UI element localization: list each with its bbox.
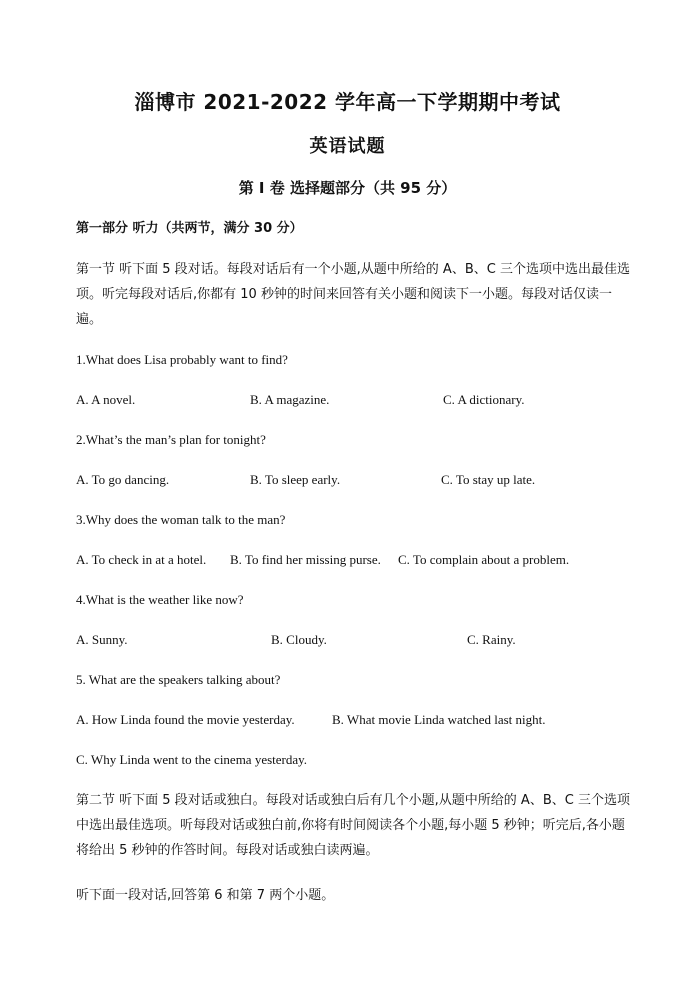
q5-option-c: C. Why Linda went to the cinema yesterday. bbox=[76, 752, 308, 767]
part1-heading: 第一部分 听力（共两节，满分 30 分） bbox=[76, 221, 303, 236]
volume-heading: 第 I 卷 选择题部分（共 95 分） bbox=[238, 179, 457, 197]
question-1: 1.What does Lisa probably want to find? bbox=[76, 352, 288, 367]
q2-option-c: C. To stay up late. bbox=[441, 472, 536, 487]
q2-option-b: B. To sleep early. bbox=[250, 472, 341, 487]
q2-option-a: A. To go dancing. bbox=[76, 472, 170, 487]
section1-instruction: 第一节 听下面 5 段对话。每段对话后有一个小题,从题中所给的 A、B、C 三个选项中选出最佳选项。听完每段对话后,你都有 10 秒钟的时间来回答有关小题和阅读下一小题。每段对话仅读一遍。 bbox=[76, 262, 630, 327]
q4-option-b: B. Cloudy. bbox=[271, 632, 327, 647]
section2-lead: 听下面一段对话,回答第 6 和第 7 两个小题。 bbox=[76, 888, 335, 903]
section2-instruction: 第二节 听下面 5 段对话或独白。每段对话或独白后有几个小题,从题中所给的 A、B、C 三个选项中选出最佳选项。听每段对话或独白前,你将有时间阅读各个小题,每小题 5 秒钟；听完后,各小题将给出 5 秒钟的作答时间。每段对话或独白读两遍。 bbox=[76, 793, 630, 858]
question-2: 2.What’s the man’s plan for tonight? bbox=[76, 432, 266, 447]
exam-title: 淄博市 2021-2022 学年高一下学期期中考试 bbox=[134, 90, 561, 114]
question-3: 3.Why does the woman talk to the man? bbox=[76, 512, 286, 527]
exam-subtitle: 英语试题 bbox=[309, 136, 386, 157]
question-5: 5. What are the speakers talking about? bbox=[76, 672, 281, 687]
q1-option-b: B. A magazine. bbox=[250, 392, 330, 407]
q4-option-c: C. Rainy. bbox=[467, 632, 516, 647]
q5-option-a: A. How Linda found the movie yesterday. bbox=[76, 712, 295, 727]
q3-option-a: A. To check in at a hotel. bbox=[76, 552, 207, 567]
q3-option-c: C. To complain about a problem. bbox=[398, 552, 570, 567]
q4-option-a: A. Sunny. bbox=[76, 632, 128, 647]
q1-option-a: A. A novel. bbox=[76, 392, 136, 407]
q3-option-b: B. To find her missing purse. bbox=[230, 552, 381, 567]
question-4: 4.What is the weather like now? bbox=[76, 592, 244, 607]
q5-option-b: B. What movie Linda watched last night. bbox=[332, 712, 546, 727]
q1-option-c: C. A dictionary. bbox=[443, 392, 525, 407]
